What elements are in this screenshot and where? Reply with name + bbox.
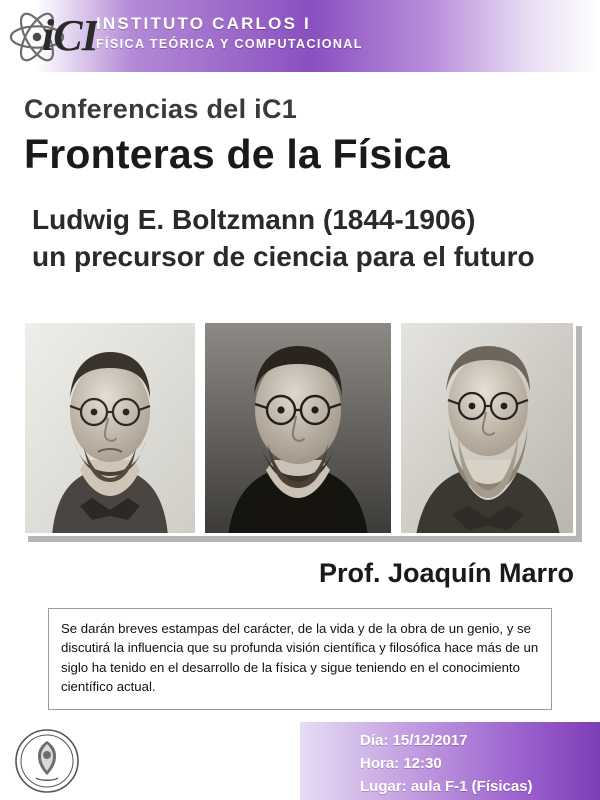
abstract-text: Se darán breves estampas del carácter, de la vida y de la obra de un genio, y se discutirá la influencia que su profunda visión científica y filosófica hace más de un siglo ha tenido en el desarrollo de la física y sigue teniendo en el conocimiento científico actual. xyxy=(48,608,552,710)
institute-line-2: FÍSICA TEÓRICA Y COMPUTACIONAL xyxy=(96,37,363,51)
speaker-name: Prof. Joaquín Marro xyxy=(318,558,574,588)
subtitle-line-2: un precursor de ciencia para el futuro xyxy=(32,241,535,272)
portrait-image-3 xyxy=(398,320,576,536)
event-time: Hora: 12:30 xyxy=(360,754,442,772)
portrait-gallery xyxy=(22,320,576,536)
title-block xyxy=(0,72,600,273)
institute-line-1: INSTITUTO CARLOS I xyxy=(96,14,311,33)
university-seal-icon xyxy=(14,728,80,794)
event-place: Lugar: aula F-1 (Físicas) xyxy=(360,777,533,795)
portrait-image-1 xyxy=(22,320,198,536)
event-date: Día: 15/12/2017 xyxy=(360,732,468,749)
page-title: Fronteras de la Física xyxy=(24,131,450,177)
institute-name xyxy=(96,14,363,51)
portrait-image-2 xyxy=(202,320,394,536)
subtitle-block xyxy=(24,204,600,273)
subtitle-line-1: Ludwig E. Boltzmann (1844-1906) xyxy=(32,204,476,235)
poster-footer xyxy=(0,722,600,800)
institute-logo xyxy=(8,4,100,68)
series-title: Conferencias del iC1 xyxy=(24,94,298,124)
poster-header xyxy=(0,0,600,72)
event-details xyxy=(360,730,533,798)
logo-wordmark: iCI xyxy=(42,11,98,60)
